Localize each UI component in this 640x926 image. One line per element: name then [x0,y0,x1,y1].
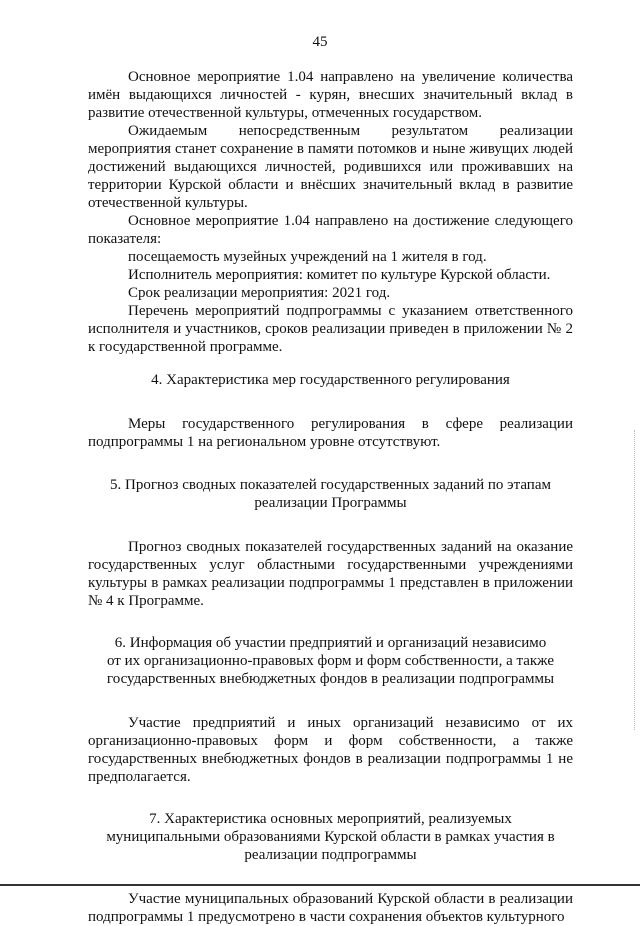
section-7-heading-line-1: 7. Характеристика основных мероприятий, реализуемых [149,811,512,827]
paragraph-deadline: Срок реализации мероприятия: 2021 год. [128,285,391,301]
section-6-heading-line-3: государственных внебюджетных фондов в реализации подпрограммы [106,671,555,687]
document-body [88,68,573,926]
section-6-heading-line-2: от их организационно-правовых форм и форм собственности, а также [107,653,554,669]
page-bottom-rule [0,884,640,886]
paragraph-indicator: посещаемость музейных учреждений на 1 жителя в год. [128,249,487,265]
section-7-heading-line-3: реализации подпрограммы [244,847,417,863]
section-6 [88,634,573,786]
paragraph-expected-result: Ожидаемым непосредственным результатом реализации мероприятия станет сохранение в памяти потомков и ныне живущих людей достижений выдающихся личностей, родившихся или проживавших на территории Курской области и внёсших значительный вклад в развитие отечественной культуры. [88,123,573,211]
page-number: 45 [312,34,328,50]
section-7-text: Участие муниципальных образований Курской области в реализации подпрограммы 1 предусмотрено в части сохранения объектов культурного [88,891,573,925]
paragraph-event-list: Перечень мероприятий подпрограммы с указанием ответственного исполнителя и участников, сроков реализации приведен в приложении № 2 к государственной программе. [88,303,573,355]
section-4-heading: 4. Характеристика мер государственного регулирования [151,372,510,388]
section-5-text: Прогноз сводных показателей государственных заданий на оказание государственных услуг областными государственными учреждениями культуры в рамках реализации подпрограммы 1 представлен в приложении № 4 к Программе. [88,539,573,609]
section-6-heading-line-1: 6. Информация об участии предприятий и организаций независимо [114,635,547,651]
section-4-text: Меры государственного регулирования в сфере реализации подпрограммы 1 на региональном уровне отсутствуют. [88,416,573,450]
scan-edge-artifact [634,430,636,730]
section-7 [88,810,573,926]
section-6-text: Участие предприятий и иных организаций независимо от их организационно-правовых форм и форм собственности, а также государственных внебюджетных фондов в реализации подпрограммы 1 не предполагается. [88,715,573,785]
section-5-heading-line-2: реализации Программы [254,495,407,511]
section-5-heading-line-1: 5. Прогноз сводных показателей государственных заданий по этапам [110,477,551,493]
section-4 [88,371,573,451]
paragraph-indicator-intro: Основное мероприятие 1.04 направлено на достижение следующего показателя: [88,213,573,247]
section-7-heading-line-2: муниципальными образованиями Курской области в рамках участия в [106,829,555,845]
section-5 [88,476,573,610]
paragraph-event-1-04-goal: Основное мероприятие 1.04 направлено на увеличение количества имён выдающихся личностей - курян, внесших значительный вклад в развитие отечественной культуры, отмеченных государством. [88,69,573,121]
paragraph-executor: Исполнитель мероприятия: комитет по культуре Курской области. [128,267,551,283]
